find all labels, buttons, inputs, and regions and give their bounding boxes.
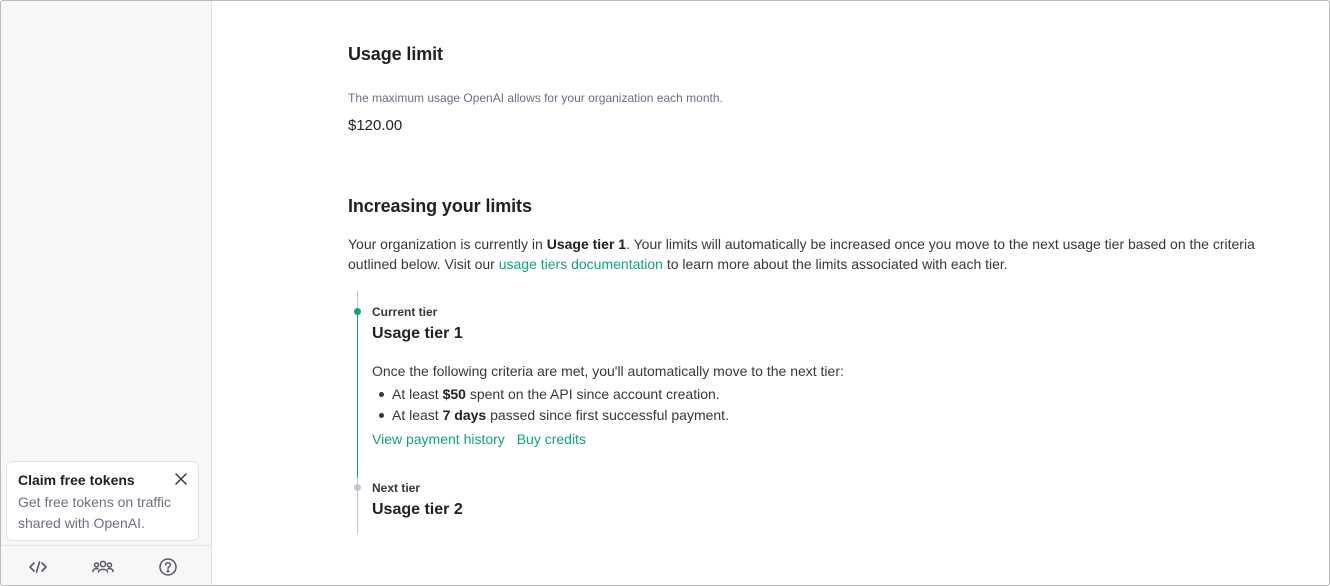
- claim-tokens-card[interactable]: [6, 461, 199, 541]
- criteria-value: 7 days: [442, 407, 487, 423]
- criteria-value: $50: [442, 386, 466, 402]
- view-payment-history-link[interactable]: View payment history: [372, 431, 505, 447]
- criteria-intro: Once the following criteria are met, you'll automatically move to the next tier:: [372, 363, 844, 379]
- para-text: . Your limits will automatically be increased once you move to the next usage tier based on the criteria outlined below. Visit our: [348, 236, 1255, 272]
- criteria-text: spent on the API since account creation.: [465, 386, 720, 402]
- help-icon[interactable]: [157, 556, 179, 578]
- para-text: Your organization is currently in: [348, 236, 547, 252]
- increasing-limits-heading: Increasing your limits: [348, 196, 532, 216]
- next-tier-name: Usage tier 2: [372, 501, 463, 518]
- code-icon[interactable]: [27, 556, 49, 578]
- usage-tiers-docs-link[interactable]: usage tiers documentation: [498, 256, 663, 272]
- next-tier-dot: [354, 484, 361, 491]
- promo-text: Get free tokens on traffic shared with OpenAI.: [18, 494, 172, 531]
- para-tier: Usage tier 1: [546, 236, 627, 252]
- increasing-limits-text: [348, 234, 1258, 274]
- criteria-item: [372, 384, 729, 405]
- tier-actions: [372, 431, 594, 447]
- sidebar-footer: [1, 545, 211, 586]
- criteria-item: [372, 405, 729, 426]
- usage-limit-description: The maximum usage OpenAI allows for your organization each month.: [348, 91, 723, 105]
- buy-credits-link[interactable]: Buy credits: [516, 431, 586, 447]
- usage-limit-heading: Usage limit: [348, 44, 443, 64]
- team-icon[interactable]: [92, 556, 114, 578]
- close-icon[interactable]: [173, 471, 189, 487]
- current-tier-label: Current tier: [372, 305, 438, 319]
- criteria-text: At least: [392, 407, 443, 423]
- para-text: to learn more about the limits associated with each tier.: [662, 256, 1008, 272]
- current-tier-dot: [354, 308, 361, 315]
- criteria-list: [372, 384, 729, 426]
- current-tier-name: Usage tier 1: [372, 325, 463, 342]
- sidebar: [1, 1, 212, 586]
- criteria-text: At least: [392, 386, 443, 402]
- tier-timeline-active: [357, 311, 358, 478]
- promo-title: Claim free tokens: [18, 472, 135, 488]
- next-tier-label: Next tier: [372, 481, 421, 495]
- main-content: [212, 1, 1330, 586]
- usage-limit-amount: $120.00: [348, 117, 403, 134]
- criteria-text: passed since first successful payment.: [486, 407, 729, 423]
